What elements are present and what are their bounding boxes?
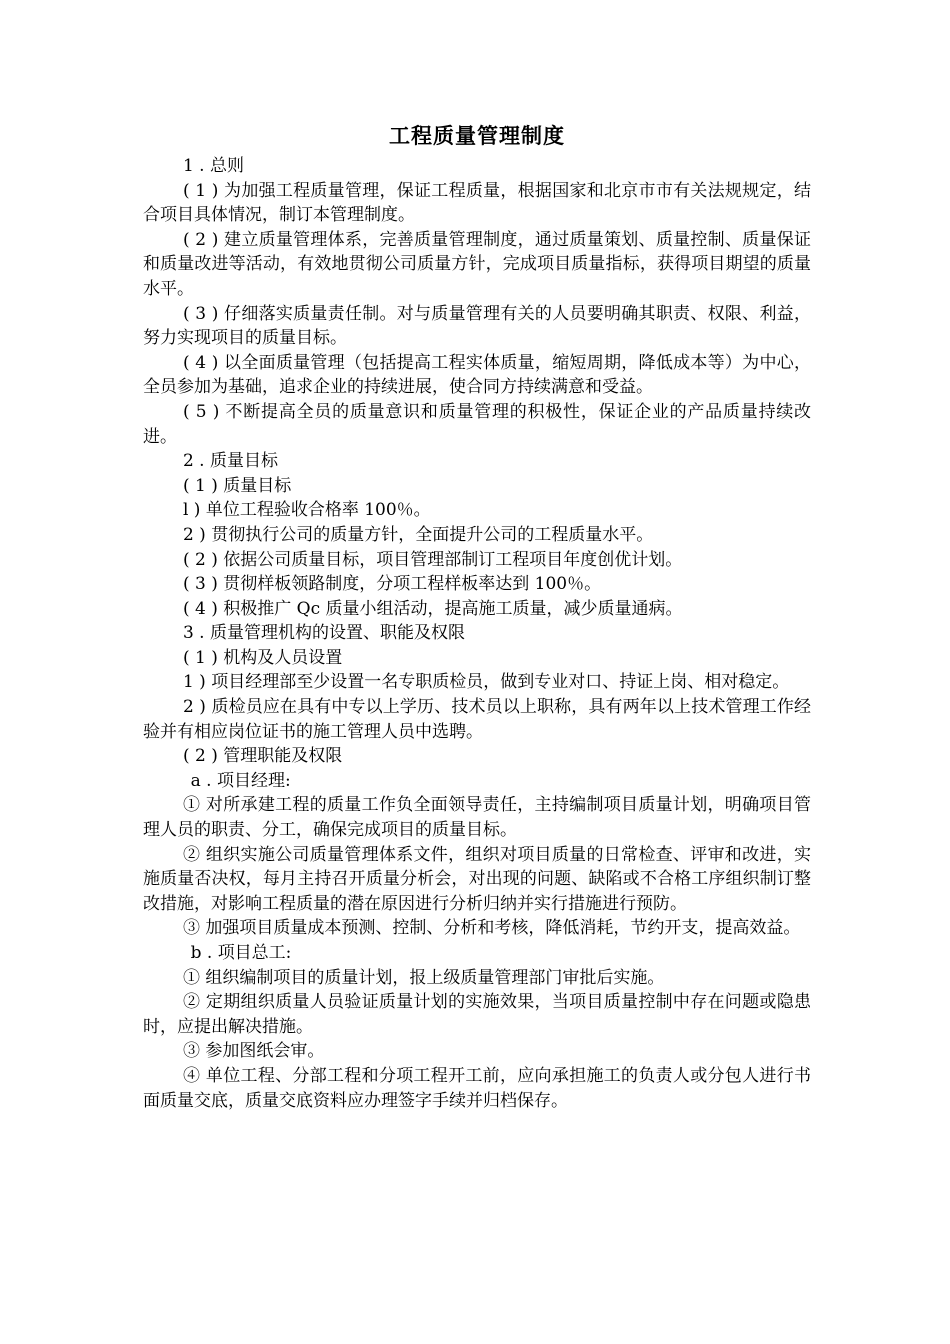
paragraph: 2 ) 贯彻执行公司的质量方针，全面提升公司的工程质量水平。 xyxy=(182,524,654,545)
paragraph: ( 1 ) 机构及人员设置 xyxy=(182,647,343,668)
paragraph: ② 组织实施公司质量管理体系文件，组织对项目质量的日常检查、评审和改进，实施质量否决权，每月主持召开质量分析会，对出现的问题、缺陷或不合格工序组织制订整改措施，对影响工程质量的潜在原因进行分析归纳并实行措施进行预防。 xyxy=(143,844,811,914)
paragraph: ( 4 ) 以全面质量管理（包括提高工程实体质量，缩短周期，降低成本等）为中心，全员参加为基础，追求企业的持续进展，使合同方持续满意和受益。 xyxy=(143,352,811,398)
section-heading-organization: 3 . 质量管理机构的设置、职能及权限 xyxy=(182,623,465,644)
subheading-chief-engineer: b . 项目总工: xyxy=(190,943,292,963)
paragraph: ④ 单位工程、分部工程和分项工程开工前，应向承担施工的负责人或分包人进行书面质量交底，质量交底资料应办理签字手续并归档保存。 xyxy=(143,1065,811,1111)
section-heading-quality-goals: 2 . 质量目标 xyxy=(182,451,278,472)
section-heading-general: 1 . 总则 xyxy=(182,156,244,176)
paragraph: ( 3 ) 仔细落实质量责任制。对与质量管理有关的人员要明确其职责、权限、利益，努力实现项目的质量目标。 xyxy=(143,303,811,349)
paragraph: ( 3 ) 贯彻样板领路制度，分项工程样板率达到 100％。 xyxy=(182,574,602,595)
paragraph: ( 1 ) 为加强工程质量管理，保证工程质量，根据国家和北京市市有关法规规定，结合项目具体情况，制订本管理制度。 xyxy=(143,180,811,226)
document-page xyxy=(143,118,811,1113)
paragraph: ( 2 ) 管理职能及权限 xyxy=(182,746,343,767)
paragraph: ( 1 ) 质量目标 xyxy=(182,475,292,496)
paragraph: ③ 参加图纸会审。 xyxy=(182,1041,325,1062)
paragraph: ( 2 ) 建立质量管理体系，完善质量管理制度，通过质量策划、质量控制、质量保证和质量改进等活动，有效地贯彻公司质量方针，完成项目质量指标，获得项目期望的质量水平。 xyxy=(143,229,811,299)
paragraph: ② 定期组织质量人员验证质量计划的实施效果，当项目质量控制中存在问题或隐患时，应提出解决措施。 xyxy=(143,992,811,1037)
paragraph: ( 5 ) 不断提高全员的质量意识和质量管理的积极性，保证企业的产品质量持续改进。 xyxy=(143,401,811,447)
paragraph: 1 ) 项目经理部至少设置一名专职质检员，做到专业对口、持证上岗、相对稳定。 xyxy=(182,672,790,693)
paragraph: 2 ) 质检员应在具有中专以上学历、技术员以上职称，具有两年以上技术管理工作经验并有相应岗位证书的施工管理人员中选聘。 xyxy=(143,697,811,742)
paragraph: ( 2 ) 依据公司质量目标，项目管理部制订工程项目年度创优计划。 xyxy=(182,549,683,570)
paragraph: ① 对所承建工程的质量工作负全面领导责任，主持编制项目质量计划，明确项目管理人员的职责、分工，确保完成项目的质量目标。 xyxy=(143,795,811,841)
document-title: 工程质量管理制度 xyxy=(389,124,565,148)
paragraph: ③ 加强项目质量成本预测、控制、分析和考核，降低消耗，节约开支，提高效益。 xyxy=(182,918,801,939)
paragraph: ( 4 ) 积极推广 Qc 质量小组活动，提高施工质量，减少质量通病。 xyxy=(182,598,683,619)
paragraph: ① 组织编制项目的质量计划，报上级质量管理部门审批后实施。 xyxy=(182,967,665,988)
paragraph: l ) 单位工程验收合格率 100％。 xyxy=(182,500,431,521)
subheading-project-manager: a . 项目经理: xyxy=(190,770,291,791)
